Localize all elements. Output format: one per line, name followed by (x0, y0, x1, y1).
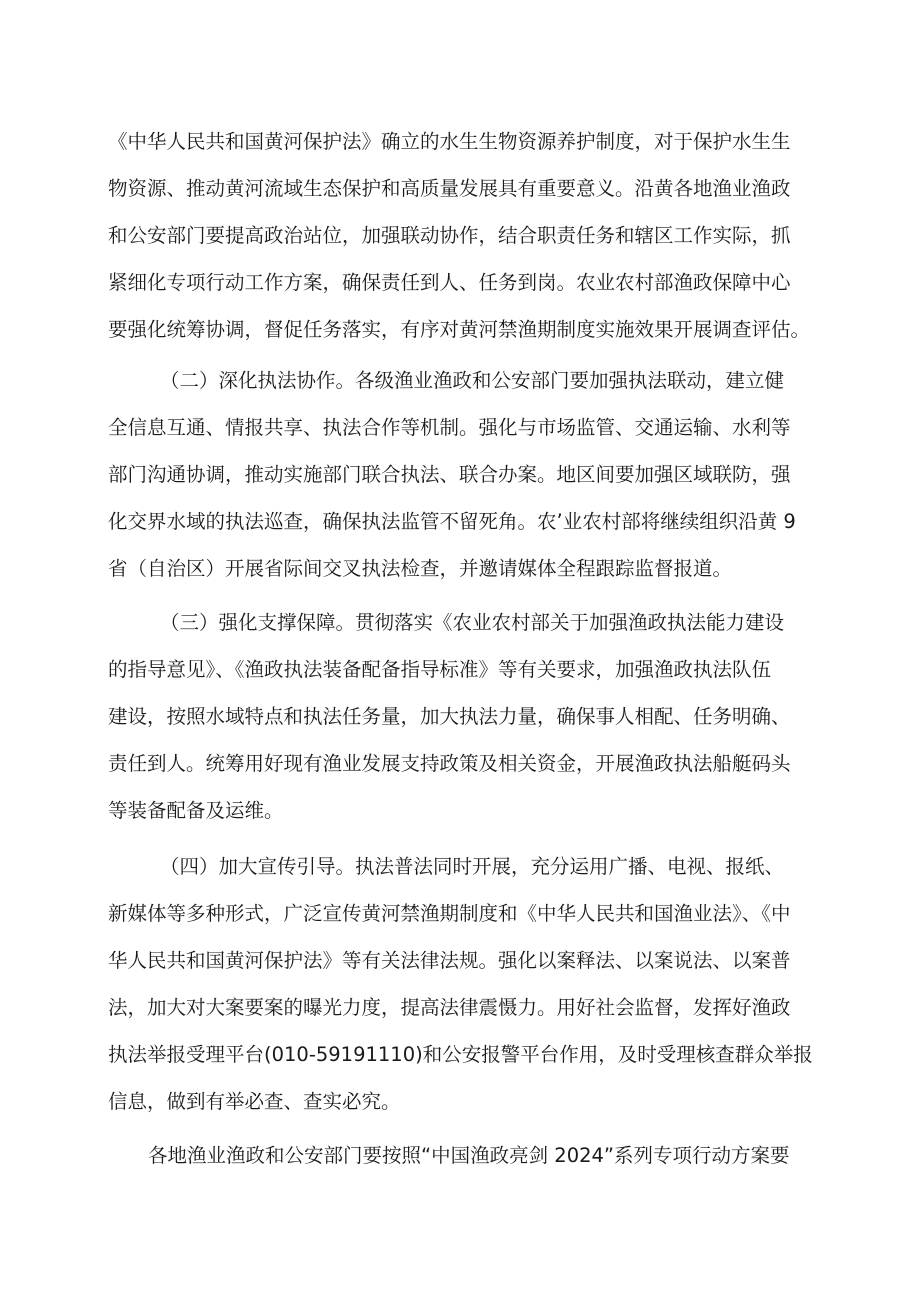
text-line: 要强化统筹协调，督促任务落实，有序对黄河禁渔期制度实施效果开展调查评估。 (108, 318, 811, 341)
text-line: 新媒体等多种形式，广泛宣传黄河禁渔期制度和《中华人民共和国渔业法》、《中 (108, 902, 791, 925)
paragraph-heading-line: （三）强化支撑保障。贯彻落实《农业农村部关于加强渔政执法能力建设 (160, 611, 785, 634)
text-line: 部门沟通协调，推动实施部门联合执法、联合办案。地区间要加强区域联防，强 (108, 463, 791, 486)
text-line: 华人民共和国黄河保护法》等有关法律法规。强化以案释法、以案说法、以案普 (108, 949, 791, 972)
paragraph-first-line: 各地渔业渔政和公安部门要按照“中国渔政亮剑 2024”系列专项行动方案要 (148, 1144, 790, 1167)
paragraph-heading-line: （二）深化执法协作。各级渔业渔政和公安部门要加强执法联动，建立健 (160, 369, 785, 392)
text-line: 全信息互通、情报共享、执法合作等机制。强化与市场监管、交通运输、水利等 (108, 416, 791, 439)
text-line: 责任到人。统筹用好现有渔业发展支持政策及相关资金，开展渔政执法船艇码头 (108, 752, 791, 775)
text-line: 化交界水域的执法巡查，确保执法监管不留死角。农’业农村部将继续组织沿黄 9 (108, 510, 796, 533)
text-line: 执法举报受理平台(010-59191110)和公安报警平台作用，及时受理核查群众举报 (108, 1043, 813, 1066)
paragraph-heading-line: （四）加大宣传引导。执法普法同时开展，充分运用广播、电视、报纸、 (160, 855, 785, 878)
text-line: 紧细化专项行动工作方案，确保责任到人、任务到岗。农业农村部渔政保障中心 (108, 271, 791, 294)
text-line: 信息，做到有举必查、查实必究。 (108, 1090, 401, 1113)
text-line: 省（自治区）开展省际间交叉执法检查，并邀请媒体全程跟踪监督报道。 (108, 557, 733, 580)
text-line: 的指导意见》、《渔政执法装备配备指导标准》等有关要求，加强渔政执法队伍 (108, 658, 772, 681)
text-line: 法，加大对大案要案的曝光力度，提高法律震慑力。用好社会监督，发挥好渔政 (108, 996, 791, 1019)
text-line: 和公安部门要提高政治站位，加强联动协作，结合职责任务和辖区工作实际，抓 (108, 224, 791, 247)
text-line: 《中华人民共和国黄河保护法》确立的水生生物资源养护制度，对于保护水生生 (108, 130, 791, 153)
text-line: 等装备配备及运维。 (108, 799, 284, 822)
text-line: 物资源、推动黄河流域生态保护和高质量发展具有重要意义。沿黄各地渔业渔政 (108, 177, 791, 200)
text-line: 建设，按照水域特点和执法任务量，加大执法力量，确保事人相配、任务明确、 (108, 705, 791, 728)
